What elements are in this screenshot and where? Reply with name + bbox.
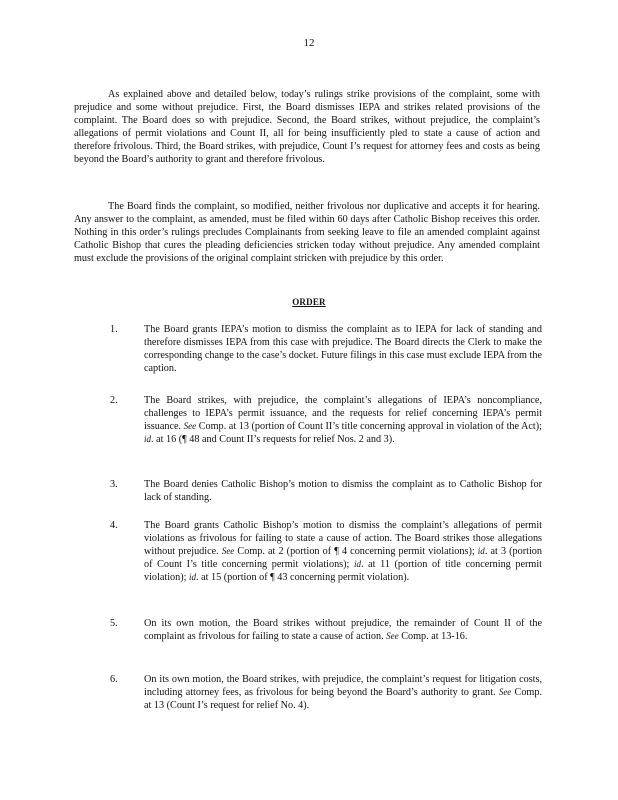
order-item-text: [144, 617, 542, 643]
summary-paragraph: [74, 88, 540, 166]
acceptance-paragraph: [74, 200, 540, 265]
order-text-segment: On its own motion, the Board strikes without prejudice, the remainder of Count II of the complaint as frivolous for failing to state a cause of action.: [144, 618, 542, 642]
order-item-text: [144, 673, 542, 712]
order-text-segment: The Board grants Catholic Bishop’s motion to dismiss the complaint’s allegations of permit violations as frivolous for failing to state a cause of action. The Board strikes those allegations without prejudice.: [144, 520, 542, 557]
order-text-segment: . at 11 (portion of title concerning permit violation);: [144, 559, 542, 583]
citation-signal: See: [386, 631, 399, 641]
order-item-number: 6.: [110, 674, 118, 685]
citation-signal: See: [221, 546, 235, 556]
order-item-number: 4.: [110, 520, 118, 531]
page-number: 12: [303, 37, 315, 49]
order-item-number: 2.: [110, 395, 118, 406]
order-text-segment: . at 3 (portion of Count I’s title concerning permit violations);: [144, 546, 542, 570]
order-item-text: [144, 519, 542, 584]
order-item-number: 5.: [110, 618, 118, 629]
order-item-text: The Board grants IEPA’s motion to dismiss the complaint as to IEPA for lack of standing and therefore dismisses IEPA from this case with prejudice. The Board directs the Clerk to make the corresponding change to the case’s docket. Future filings in this case must exclude IEPA from the caption.: [144, 324, 542, 374]
order-text-segment: . at 15 (portion of ¶ 43 concerning permit violation).: [196, 572, 410, 583]
acceptance-paragraph-text: The Board finds the complaint, so modified, neither frivolous nor duplicative and accepts it for hearing. Any answer to the complaint, as amended, must be filed within 60 days after Catholic Bishop receives this order. Nothing in this order’s rulings precludes Complainants from seeking leave to file an amended complaint against Catholic Bishop that cures the pleading deficiencies stricken today without prejudice. Any amended complaint must exclude the provisions of the original complaint stricken with prejudice by this order.: [74, 201, 540, 264]
order-text-segment: Comp. at 13 (Count I’s request for relief No. 4).: [144, 687, 542, 711]
order-item-number: 1.: [110, 324, 118, 335]
citation-signal: See: [498, 687, 512, 697]
order-item-number: 3.: [110, 479, 118, 490]
order-heading: ORDER: [292, 297, 326, 307]
order-text-segment: Comp. at 13 (portion of Count II’s title concerning approval in violation of the Act);: [196, 421, 542, 432]
order-item-text: The Board denies Catholic Bishop’s motion to dismiss the complaint as to Catholic Bishop for lack of standing.: [144, 479, 542, 503]
order-item-text: [144, 394, 542, 446]
order-text-segment: . at 16 (¶ 48 and Count II’s requests for relief Nos. 2 and 3).: [151, 434, 395, 445]
citation-signal: id: [144, 434, 152, 444]
citation-signal: id: [477, 546, 485, 556]
citation-signal: id: [189, 572, 197, 582]
order-text-segment: Comp. at 13-16.: [398, 631, 468, 642]
order-text-segment: The Board strikes, with prejudice, the complaint’s allegations of IEPA’s noncompliance, challenges to IEPA’s permit issuance, and the requests for relief concerning IEPA’s permit issuance.: [144, 395, 542, 432]
summary-paragraph-text: As explained above and detailed below, today’s rulings strike provisions of the complaint, some with prejudice and some without prejudice. First, the Board dismisses IEPA and strikes related provisions of the complaint. The Board does so with prejudice. Second, the Board strikes, without prejudice, the complaint’s allegations of permit violations and Count II, all for being insufficiently pled to state a cause of action and therefore frivolous. Third, the Board strikes, with prejudice, Count I’s request for attorney fees and costs as being beyond the Board’s authority to grant and therefore frivolous.: [74, 89, 540, 165]
citation-signal: id: [353, 559, 361, 569]
order-text-segment: Comp. at 2 (portion of ¶ 4 concerning permit violations);: [234, 546, 478, 557]
citation-signal: See: [183, 421, 197, 431]
order-text-segment: On its own motion, the Board strikes, with prejudice, the complaint’s request for litigation costs, including attorney fees, as frivolous for being beyond the Board’s authority to grant.: [144, 674, 542, 698]
